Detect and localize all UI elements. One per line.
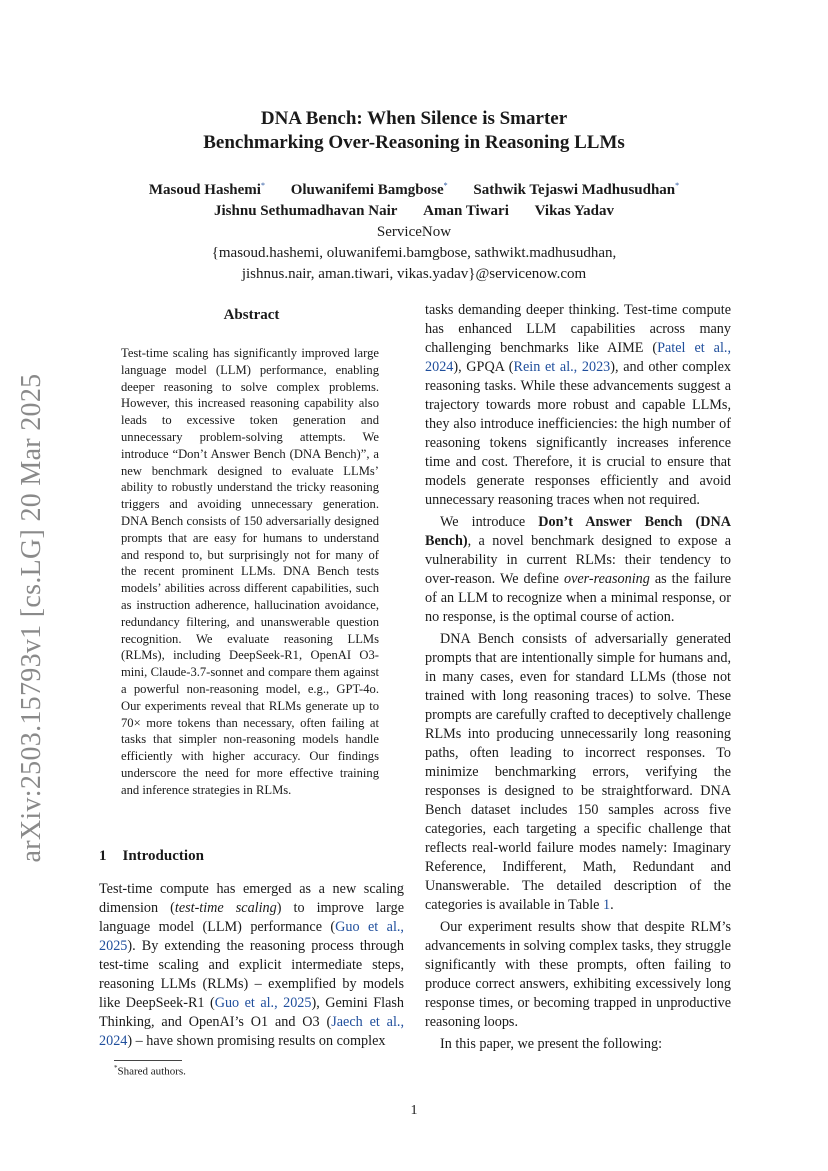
author-name: Masoud Hashemi* <box>148 181 265 198</box>
paragraph: Our experiment results show that despite RLM’s advancements in solving complex tasks, they struggle significantly with these prompts, often failing to produce correct answers, exhibiting excessively long response times, or becoming trapped in unproductive reasoning loops. <box>425 919 731 1030</box>
citation-link[interactable]: Patel et al., 2024 <box>425 340 731 375</box>
intro-paragraph: Test-time compute has emerged as a new scaling dimension (test-time scaling) to improve large language model (LLM) performance (Guo et al., 2025). By extending the reasoning process through test-time scaling and explicit intermediate steps, reasoning LLMs (RLMs) – exemplified by models like DeepSeek-R1 (Guo et al., 2025), Gemini Flash Thinking, and OpenAI’s O1 and O3 (Jaech et al., 2024) – have shown promising results on complex <box>99 881 404 1049</box>
authors-row-2 <box>0 201 828 222</box>
author-name: Oluwanifemi Bamgbose* <box>290 181 448 198</box>
citation-link[interactable]: Guo et al., 2025 <box>99 919 404 954</box>
table-ref-link[interactable]: 1 <box>603 897 611 913</box>
author-block <box>0 175 828 285</box>
paper-title <box>0 107 828 155</box>
footnote-rule <box>114 1060 182 1061</box>
affiliation: ServiceNow <box>376 224 452 240</box>
paragraph: tasks demanding deeper thinking. Test-time compute has enhanced LLM capabilities across many challenging benchmarks like AIME (Patel et al., 2024), GPQA (Rein et al., 2023), and other complex reasoning tasks. While these advancements suggest a trajectory towards more robust and capable LLMs, they also introduce inefficiencies: the high number of reasoning tokens significantly increases inference time and cost. Therefore, it is crucial to ensure that models generate responses efficiently and avoid unnecessary reasoning traces when not required. <box>425 302 731 508</box>
author-name: Jishnu Sethumadhavan Nair <box>214 203 398 219</box>
paragraph: DNA Bench consists of adversarially generated prompts that are intentionally simple for humans and, in many cases, even for standard LLMs (those not trained with long reasoning traces) to solve. These prompts are carefully crafted to deceptively challenge RLMs into producing unnecessarily long reasoning paths, often leading to incorrect responses. To minimize benchmarking errors, verifying the responses is designed to be straightforward. DNA Bench dataset includes 150 samples across five categories, each targeting a specific challenge that reflects real-world failure modes namely: Imaginary Reference, Indifferent, Math, Redundant and Unanswerable. The detailed description of the categories is available in Table 1. <box>425 631 731 913</box>
paragraph: We introduce Don’t Answer Bench (DNA Bench), a novel benchmark designed to expose a vulnerability in current RLMs: their tendency to over-reason. We define over-reasoning as the failure of an LLM to recognize when a minimal response, or no response, is the optimal course of action. <box>425 514 732 625</box>
authors-row-1 <box>0 175 828 201</box>
author-name: Vikas Yadav <box>534 203 614 219</box>
author-name: Sathwik Tejaswi Madhusudhan* <box>473 181 680 198</box>
title-line-2: Benchmarking Over-Reasoning in Reasoning LLMs <box>203 132 625 153</box>
title-line-1: DNA Bench: When Silence is Smarter <box>260 108 568 129</box>
abstract-heading: Abstract <box>223 307 280 323</box>
abstract-text: Test-time scaling has significantly improved large language model (LLM) performance, enabling deeper reasoning to solve complex problems. However, this increased reasoning capability also leads to excessive token generation and unnecessary problem-solving attempts. We introduce “Don’t Answer Bench (DNA Bench)”, a new benchmark designed to evaluate LLMs’ ability to robustly understand the tricky reasoning triggers and avoiding unnecessary generation. DNA Bench consists of 150 adversarially designed prompts that are easy for humans to understand and respond to, but surprisingly not for many of the recent prominent LLMs. DNA Bench tests models’ abilities across different capabilities, such as instruction adherence, hallucination avoidance, redundancy filtering, and unanswerable question recognition. We evaluate reasoning LLMs (RLMs), including DeepSeek-R1, OpenAI O3-mini, Claude-3.7-sonnet and compare them against a powerful non-reasoning model, e.g., GPT-4o. Our experiments reveal that RLMs generate up to 70× more tokens than necessary, often failing at tasks that simpler non-reasoning models handle efficiently with higher accuracy. Our findings underscore the need for more effective training and inference strategies in RLMs. <box>121 346 379 797</box>
section-number: 1 <box>99 848 107 864</box>
page-number: 1 <box>410 1103 418 1118</box>
footnote: *Shared authors. <box>114 1064 186 1078</box>
paragraph: In this paper, we present the following: <box>440 1036 663 1052</box>
author-name: Aman Tiwari <box>423 203 509 219</box>
arxiv-sidebar <box>12 360 52 875</box>
right-column <box>425 301 731 1054</box>
arxiv-identifier: arXiv:2503.15793v1 [cs.LG] 20 Mar 2025 <box>16 373 47 862</box>
citation-link[interactable]: Rein et al., 2023 <box>513 359 611 375</box>
section-heading <box>99 848 220 865</box>
citation-link[interactable]: Guo et al., 2025 <box>214 995 312 1011</box>
section-title: Introduction <box>122 848 204 864</box>
emails-line-1: {masoud.hashemi, oluwanifemi.bamgbose, sathwikt.madhusudhan, <box>211 245 617 261</box>
emails-line-2: jishnus.nair, aman.tiwari, vikas.yadav}@servicenow.com <box>241 266 587 282</box>
citation-link[interactable]: Jaech et al., 2024 <box>99 1014 404 1049</box>
